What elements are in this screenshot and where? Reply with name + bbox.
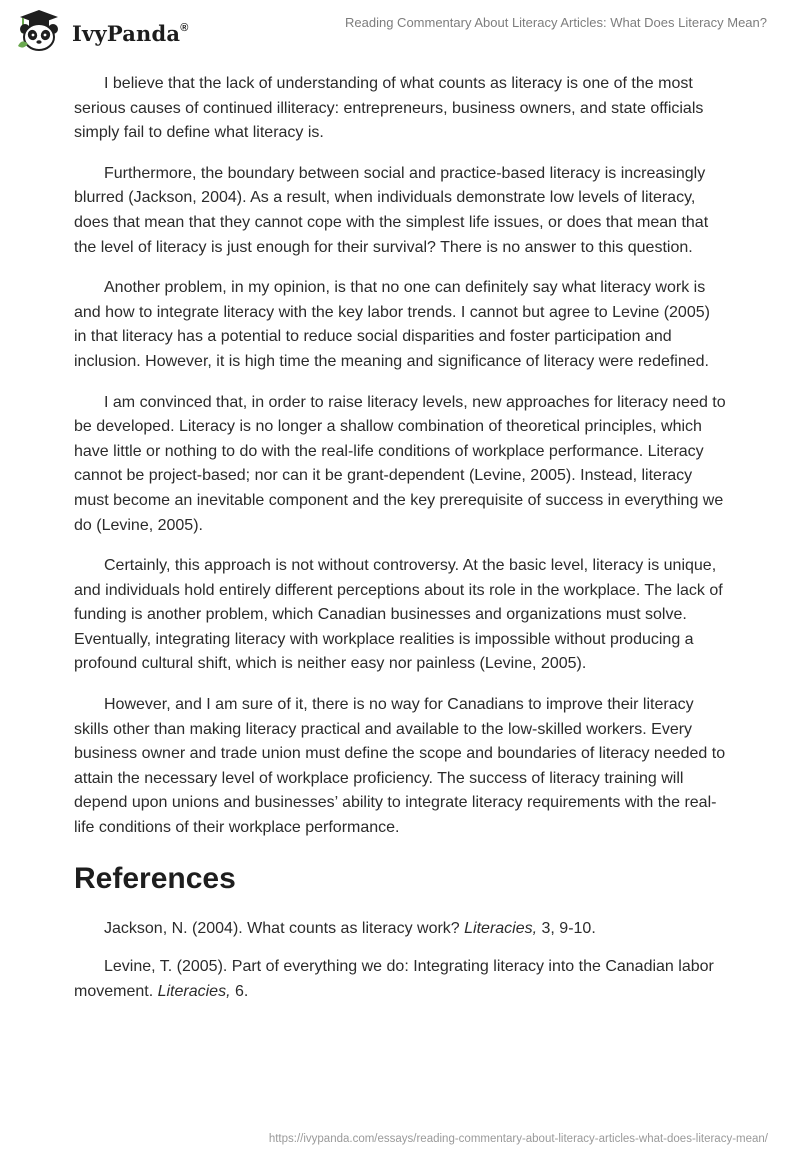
panda-graduate-icon [14,8,64,54]
essay-body [74,72,726,1018]
paragraph: Furthermore, the boundary between social and practice-based literacy is increasingly blurred (Jackson, 2004). As a result, when individuals demonstrate low levels of literacy, does that mean that they cannot cope with the simplest life issues, or does that mean that the level of literacy is just enough for their survival? There is no answer to this question. [74,164,709,256]
document-title: Reading Commentary About Literacy Articles: What Does Literacy Mean? [345,15,767,30]
reference-item: Jackson, N. (2004). What counts as literacy work? Literacies, 3, 9-10. [104,919,596,937]
paragraph: I believe that the lack of understanding of what counts as literacy is one of the most serious causes of continued illiteracy: entrepreneurs, business owners, and state officials simply fail to define what literacy is. [74,75,704,142]
source-url[interactable]: https://ivypanda.com/essays/reading-commentary-about-literacy-articles-what-does-literacy-mean/ [268,1133,768,1145]
brand-name: IvyPanda® [72,20,189,46]
references-heading: References [74,861,236,895]
brand-logo[interactable] [14,8,189,54]
reference-item: Levine, T. (2005). Part of everything we do: Integrating literacy into the Canadian labor movement. Literacies, 6. [74,958,714,1000]
paragraph: However, and I am sure of it, there is no way for Canadians to improve their literacy skills other than making literacy practical and available to the low-skilled workers. Every business owner and trade union must define the scope and boundaries of literacy needed to attain the necessary level of workplace proficiency. The success of literacy training will depend upon unions and businesses’ ability to integrate literacy requirements with the real-life conditions of their workplace performance. [74,696,726,837]
paragraph: Certainly, this approach is not without controversy. At the basic level, literacy is unique, and individuals hold entirely different perceptions about its role in the workplace. The lack of funding is another problem, which Canadian businesses and organizations must solve. Eventually, integrating literacy with workplace realities is impossible without producing a profound cultural shift, which is neither easy nor painless (Levine, 2005). [74,557,723,673]
page-header [0,0,800,60]
paragraph: Another problem, in my opinion, is that no one can definitely say what literacy work is and how to integrate literacy with the key labor trends. I cannot but agree to Levine (2005) in that literacy has a potential to reduce social disparities and foster participation and inclusion. However, it is high time the meaning and significance of literacy were redefined. [74,279,710,370]
paragraph: I am convinced that, in order to raise literacy levels, new approaches for literacy need to be developed. Literacy is no longer a shallow combination of theoretical principles, which have little or nothing to do with the real-life conditions of workplace performance. Literacy cannot be project-based; nor can it be grant-dependent (Levine, 2005). Instead, literacy must become an inevitable component and the key prerequisite of success in everything we do (Levine, 2005). [74,393,726,534]
